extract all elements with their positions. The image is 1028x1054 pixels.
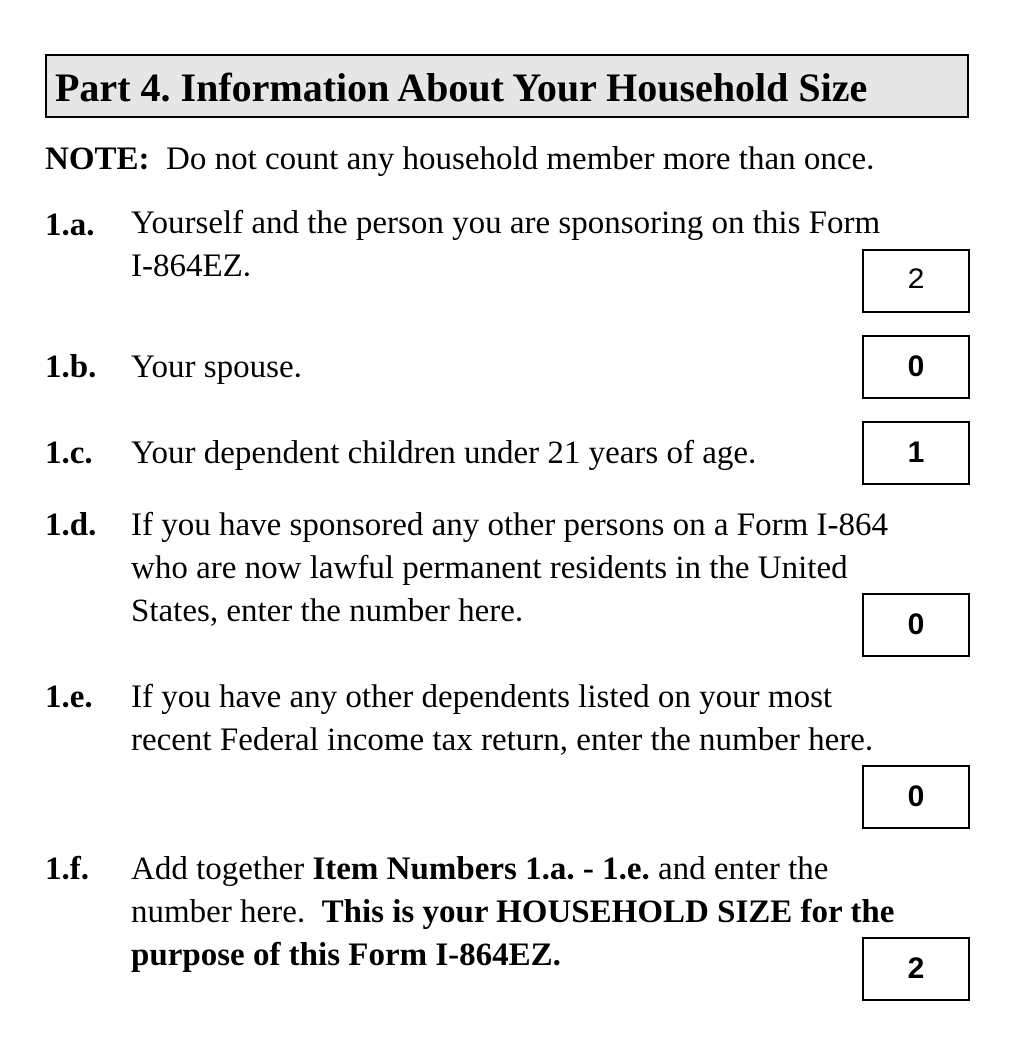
item-number-1d: 1.d.: [45, 507, 97, 543]
item-1f-line1-post: and enter the: [649, 851, 829, 887]
item-1a-line2: I-864EZ.: [131, 248, 252, 284]
note: [45, 138, 874, 180]
dependent-children-count-field[interactable]: 1: [862, 421, 970, 485]
item-1f-line3: [131, 934, 561, 977]
item-1f-line2: [131, 891, 894, 934]
item-number-1f: 1.f.: [45, 851, 89, 887]
item-1f-line1-pre: Add together: [131, 851, 313, 887]
item-1d-line1: If you have sponsored any other persons on a Form I-864: [131, 507, 889, 543]
note-text: Do not count any household member more than once.: [149, 141, 875, 177]
item-1e-line2: recent Federal income tax return, enter the number here.: [131, 722, 874, 758]
section-header: [45, 54, 969, 118]
item-1f-line3-bold: purpose of this Form I-864EZ.: [131, 937, 561, 973]
item-1e-line1: If you have any other dependents listed on your most: [131, 679, 833, 715]
item-1d-line3: States, enter the number here.: [131, 593, 524, 629]
item-number-1c: 1.c.: [45, 435, 93, 471]
spouse-count-field[interactable]: 0: [862, 335, 970, 399]
item-1b-line1: Your spouse.: [131, 349, 302, 385]
note-label: NOTE:: [45, 141, 150, 177]
household-self-and-sponsored-field[interactable]: 2: [862, 249, 970, 313]
other-sponsored-persons-field[interactable]: 0: [862, 593, 970, 657]
item-1f-line1: [131, 848, 828, 891]
section-title: Part 4. Information About Your Household Size: [55, 65, 868, 110]
item-1a-line1: Yourself and the person you are sponsoring on this Form: [131, 205, 881, 241]
item-1f-line2-bold: This is your HOUSEHOLD SIZE for the: [321, 894, 895, 930]
item-1d-line2: who are now lawful permanent residents in the United: [131, 550, 848, 586]
item-number-1a: 1.a.: [45, 207, 95, 243]
item-number-1b: 1.b.: [45, 349, 97, 385]
other-dependents-field[interactable]: 0: [862, 765, 970, 829]
item-number-1e: 1.e.: [45, 679, 93, 715]
item-1f-line1-bold: Item Numbers 1.a. - 1.e.: [312, 851, 650, 887]
item-1c-line1: Your dependent children under 21 years of age.: [131, 435, 757, 471]
item-1f-line2-pre: number here.: [131, 894, 322, 930]
household-size-total-field[interactable]: 2: [862, 937, 970, 1001]
